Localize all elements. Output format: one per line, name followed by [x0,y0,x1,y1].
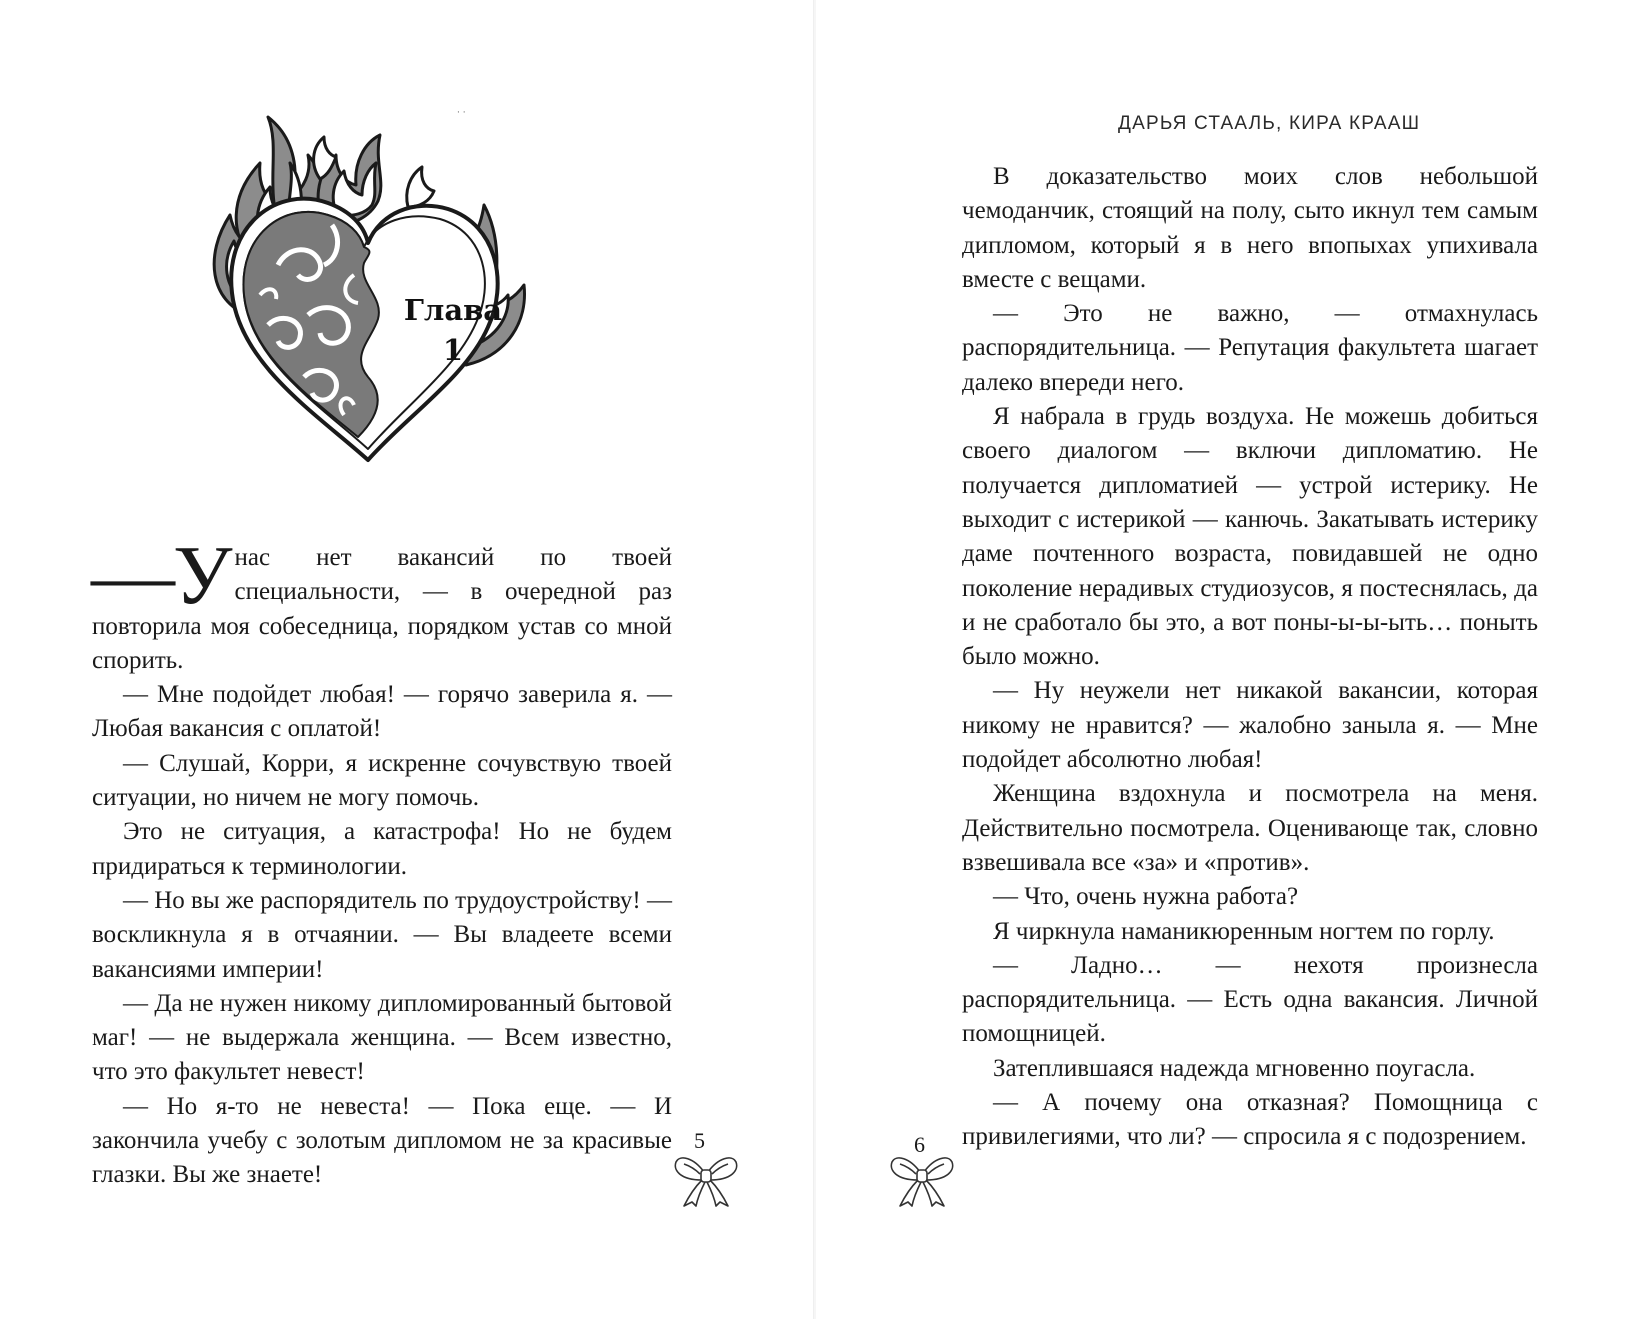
bow-ornament-icon [890,1152,954,1208]
paragraph: — А почему она отказная? Помощница с привилегиями, что ли? — спросила я с подозрением. [962,1089,1538,1151]
chapter-number: 1 [442,333,464,367]
first-paragraph-text: нас нет вакансий по твоей специальности, — в очередной раз повторила моя собеседница, порядком устав со мной спорить. [92,544,672,674]
paragraph: — Мне подойдет любая! — горячо заверила я. — Любая вакансия с оплатой! [92,681,672,743]
page-number-right: 6 [914,1132,925,1157]
chapter-heading [388,290,518,370]
paragraph: — Ну неужели нет никакой вакансии, которая никому не нравится? — жалобно заныла я. — Мне подойдет абсолютно любая! [962,677,1538,774]
paragraph: В доказательство моих слов небольшой чемоданчик, стоящий на полу, сыто икнул тем самым дипломом, который я в него впопыхах упихивала вместе с вещами. [962,163,1538,293]
paragraph: — Ладно… — нехотя произнесла распорядительница. — Есть одна вакансия. Личной помощницей. [962,951,1538,1048]
left-page [0,0,814,1319]
page-number-left: 5 [694,1128,705,1153]
drop-cap: —У [91,529,231,622]
paragraph: — Да не нужен никому дипломированный бытовой маг! — не выдержала женщина. — Всем известно, что это факультет невест! [92,989,672,1086]
right-page-body [962,160,1538,1155]
left-page-body [91,529,672,1193]
paragraph: Я чиркнула наманикюренным ногтем по горлу. [993,917,1495,945]
paragraph: — Слушай, Корри, я искренне сочувствую твоей ситуации, но ничем не могу помочь. [92,749,672,812]
paragraph: Женщина вздохнула и посмотрела на меня. Действительно посмотрела. Оценивающе так, словно взвешивала все «за» и «против». [962,780,1538,876]
paragraph: Это не ситуация, а катастрофа! Но не будем придираться к терминологии. [92,818,672,880]
paragraph: Я набрала в грудь воздуха. Не можешь добиться своего диалогом — включи дипломатию. Не получается дипломатией — устрой истерику. Не выходит с истерикой — канючь. Закатывать истерику даме почтенного возраста, повидавшей не одно поколение нерадивых студиозусов, я постеснялась, да и не сработало бы это, а вот поны-ы-ы-ыть… поныть было можно. [962,403,1538,671]
paragraph: — Но я-то не невеста! — Пока еще. — И закончила учебу с золотым дипломом не за красивые глазки. Вы же знаете! [92,1092,672,1189]
running-head: ДАРЬЯ СТААЛЬ, КИРА КРААШ [1118,113,1421,134]
bow-ornament-icon [674,1152,738,1208]
first-paragraph [91,529,672,678]
paragraph: — Но вы же распорядитель по трудоустройству! — воскликнула я в отчаянии. — Вы владеете всеми вакансиями империи! [92,886,672,983]
paragraph: — Что, очень нужна работа? [993,883,1299,911]
paragraph: Затеплившаяся надежда мгновенно поугасла. [993,1054,1476,1082]
chapter-label: Глава [403,293,503,327]
paragraph: — Это не важно, — отмахнулась распорядительница. — Репутация факультета шагает далеко впереди него. [962,300,1538,396]
print-specks: · · [457,108,466,118]
